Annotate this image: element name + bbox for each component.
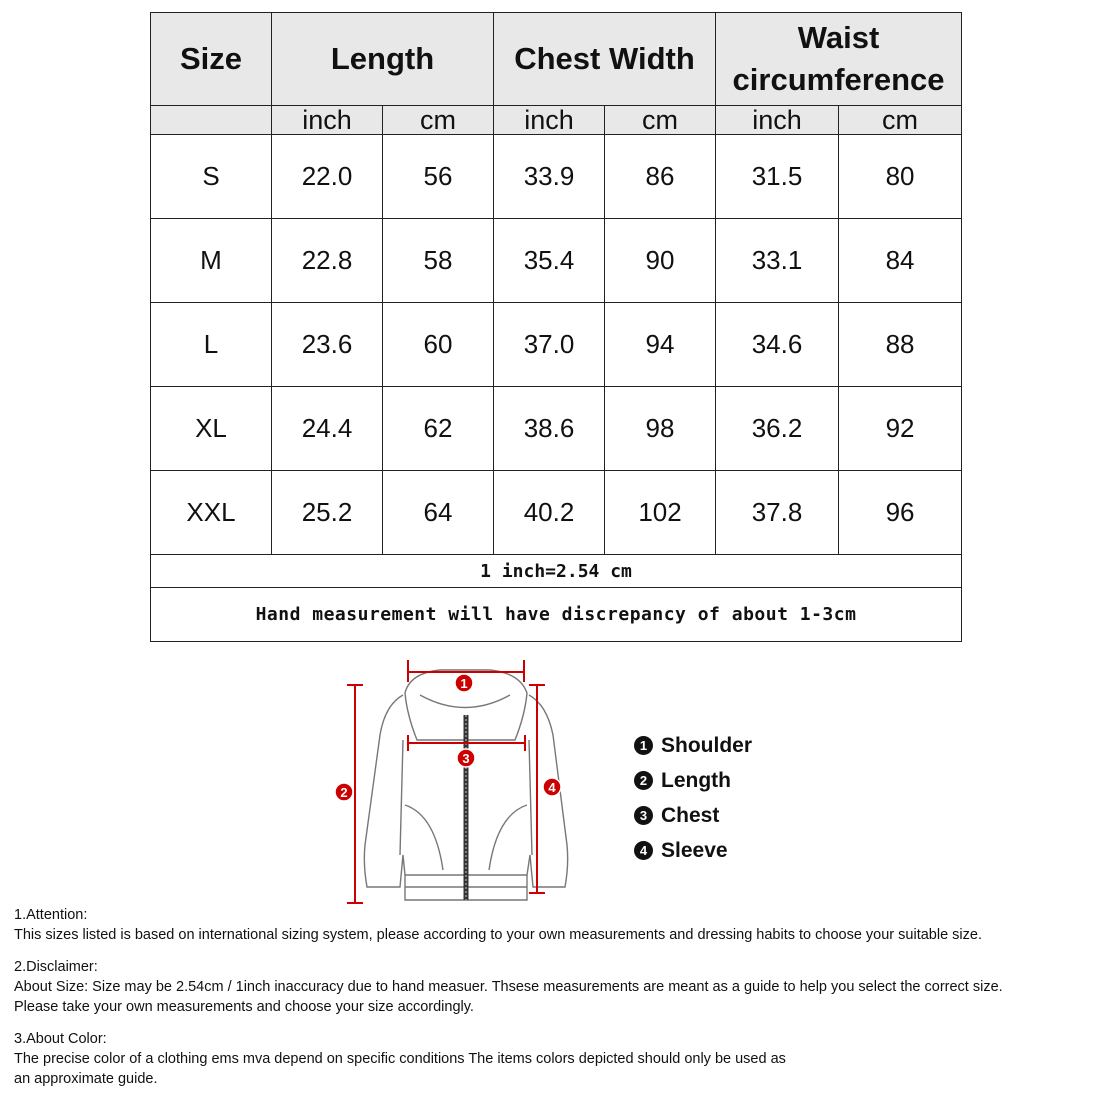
value-cell: 33.9 [494,135,605,219]
value-cell: 31.5 [716,135,839,219]
value-cell: 22.0 [272,135,383,219]
discrepancy-note: Hand measurement will have discrepancy of about 1-3cm [151,588,962,642]
value-cell: 38.6 [494,387,605,471]
size-cell: M [151,219,272,303]
note-title: 1.Attention: [14,907,88,923]
svg-text:3: 3 [462,751,470,766]
value-cell: 23.6 [272,303,383,387]
legend-item-chest [634,798,752,833]
note-line: Please take your own measurements and choose your size accordingly. [14,999,474,1015]
conversion-row [151,555,962,588]
size-cell: XL [151,387,272,471]
note-disclaimer [14,957,1099,1017]
value-cell: 90 [605,219,716,303]
value-cell: 35.4 [494,219,605,303]
legend-label: Sleeve [661,838,728,862]
marker-1 [455,674,473,692]
size-chart-table [150,12,962,642]
marker-4 [543,778,561,796]
note-attention [14,905,1099,945]
value-cell: 62 [383,387,494,471]
legend-number: 4 [634,841,653,860]
value-cell: 80 [839,135,962,219]
svg-text:2: 2 [340,785,348,800]
size-cell: XXL [151,471,272,555]
value-cell: 60 [383,303,494,387]
table-row [151,219,962,303]
value-cell: 102 [605,471,716,555]
marker-2 [335,783,353,801]
value-cell: 86 [605,135,716,219]
value-cell: 37.8 [716,471,839,555]
header-length: Length [272,13,494,106]
header-chest-width: Chest Width [494,13,716,106]
jacket-measurement-diagram [325,655,585,910]
svg-text:1: 1 [460,676,468,691]
value-cell: 37.0 [494,303,605,387]
note-line: The precise color of a clothing ems mva depend on specific conditions The items colors depicted should only be used as [14,1051,786,1067]
note-line: This sizes listed is based on international sizing system, please according to your own measurements and dressing habits to choose your suitable size. [14,927,982,943]
table-row [151,387,962,471]
value-cell: 58 [383,219,494,303]
header-size: Size [151,13,272,106]
note-title: 2.Disclaimer: [14,959,98,975]
note-color [14,1029,1099,1089]
unit-label: inch [716,106,839,135]
value-cell: 94 [605,303,716,387]
value-cell: 36.2 [716,387,839,471]
note-line: an approximate guide. [14,1071,158,1087]
legend-number: 1 [634,736,653,755]
header-waist [716,13,962,106]
legend-number: 3 [634,806,653,825]
unit-label: cm [383,106,494,135]
value-cell: 84 [839,219,962,303]
notes-section [14,905,1099,1101]
value-cell: 34.6 [716,303,839,387]
value-cell: 22.8 [272,219,383,303]
legend-label: Length [661,768,731,792]
discrepancy-row [151,588,962,642]
legend-label: Shoulder [661,733,753,757]
note-title: 3.About Color: [14,1031,107,1047]
header-waist-line2: circumference [732,62,945,97]
table-row [151,135,962,219]
unit-label: inch [272,106,383,135]
marker-3 [457,749,475,767]
value-cell: 40.2 [494,471,605,555]
legend-item-sleeve [634,833,752,868]
value-cell: 64 [383,471,494,555]
value-cell: 96 [839,471,962,555]
value-cell: 56 [383,135,494,219]
header-waist-line1: Waist [797,20,880,55]
value-cell: 33.1 [716,219,839,303]
measurement-lines [347,660,545,903]
svg-text:4: 4 [548,780,556,795]
size-cell: L [151,303,272,387]
unit-label: cm [839,106,962,135]
conversion-text: 1 inch=2.54 cm [151,555,962,588]
size-cell: S [151,135,272,219]
value-cell: 98 [605,387,716,471]
table-row [151,471,962,555]
unit-blank [151,106,272,135]
legend-item-shoulder [634,728,752,763]
legend-label: Chest [661,803,720,827]
value-cell: 88 [839,303,962,387]
table-row [151,303,962,387]
unit-label: inch [494,106,605,135]
note-line: About Size: Size may be 2.54cm / 1inch inaccuracy due to hand measuer. Thsese measurements are meant as a guide to help you select the correct size. [14,979,1003,995]
unit-label: cm [605,106,716,135]
value-cell: 25.2 [272,471,383,555]
legend-item-length [634,763,752,798]
value-cell: 92 [839,387,962,471]
legend-number: 2 [634,771,653,790]
value-cell: 24.4 [272,387,383,471]
measurement-legend [634,728,752,868]
